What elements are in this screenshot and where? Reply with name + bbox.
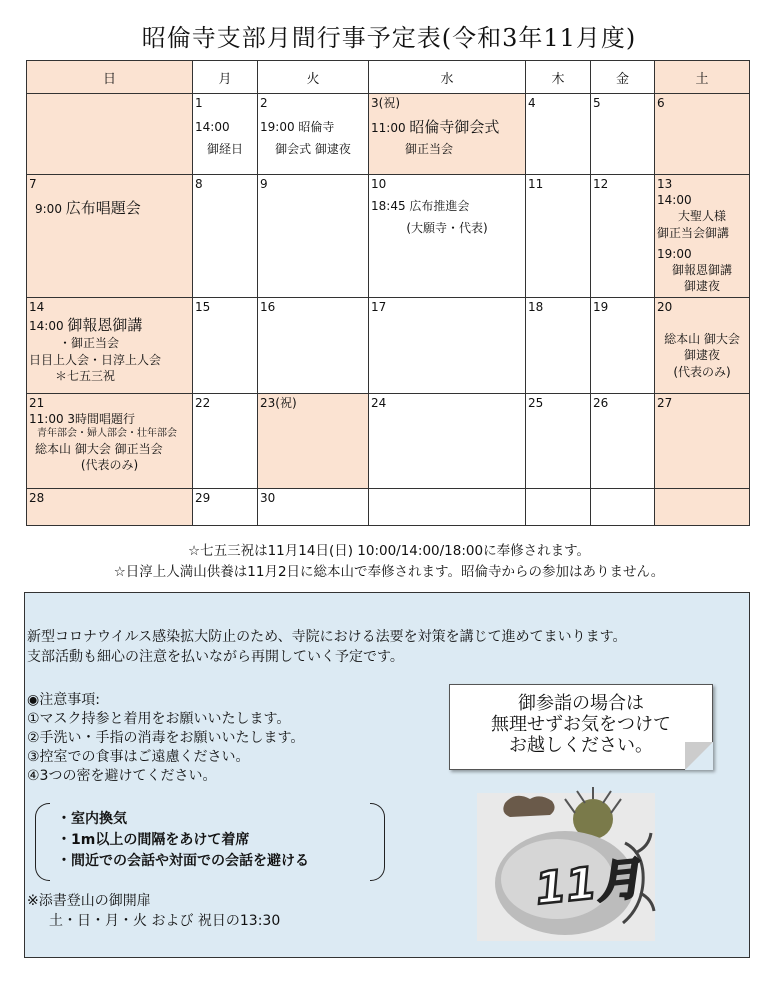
- caution-item: ③控室での食事はご遠慮ください。: [27, 749, 250, 765]
- day-cell-29: 29: [193, 489, 258, 526]
- left-paren: [35, 803, 50, 881]
- avoid-items-bracket: [35, 803, 385, 881]
- caution-item: ④3つの密を避けてください。: [27, 768, 217, 784]
- week-row: [27, 298, 750, 394]
- week-row: [27, 489, 750, 526]
- caution-list: [27, 691, 304, 786]
- day-cell-8: 8: [193, 175, 258, 298]
- calendar-table: [26, 60, 750, 526]
- day-cell-19: 19: [591, 298, 655, 394]
- weekday-sun: 日: [27, 61, 193, 94]
- caution-title: ◉注意事項:: [27, 692, 100, 708]
- boar-icon: [503, 796, 554, 817]
- weekday-sat: 土: [655, 61, 750, 94]
- day-cell-4: 4: [526, 94, 591, 175]
- day-cell-16: 16: [258, 298, 369, 394]
- note-nichijun: ☆日淳上人満山供養は11月2日に総本山で奉修されます。昭倫寺からの参加はありません。: [113, 564, 665, 580]
- week-row: [27, 394, 750, 489]
- event-notes: [0, 541, 778, 583]
- weekday-header-row: [27, 61, 750, 94]
- illustration-month-text: 11月: [532, 853, 643, 915]
- day-cell-13: 13 14:00 大聖人様 御正当会御講 19:00 御報恩御講 御逮夜: [655, 175, 750, 298]
- day-cell-2: 2 19:00 昭倫寺 御会式 御逮夜: [258, 94, 369, 175]
- day-cell-30: 30: [258, 489, 369, 526]
- caution-item: ②手洗い・手指の消毒をお願いいたします。: [27, 730, 305, 746]
- notice-box: [24, 592, 750, 958]
- day-cell-18: 18: [526, 298, 591, 394]
- day-cell-5: 5: [591, 94, 655, 175]
- visit-message-card: 御参詣の場合は 無理せずお気をつけて お越しください。: [449, 684, 713, 770]
- day-cell-20: 20 総本山 御大会 御逮夜 (代表のみ): [655, 298, 750, 394]
- november-illustration: [475, 783, 657, 943]
- day-cell-empty: [591, 489, 655, 526]
- day-cell-24: 24: [369, 394, 526, 489]
- page-curl-icon: [685, 742, 713, 770]
- day-cell-17: 17: [369, 298, 526, 394]
- day-cell-21: 21 11:00 3時間唱題行 青年部会・婦人部会・壮年部会 総本山 御大会 御正当会 (代表のみ): [27, 394, 193, 489]
- day-cell-26: 26: [591, 394, 655, 489]
- day-cell-empty: [526, 489, 591, 526]
- day-cell-9: 9: [258, 175, 369, 298]
- day-cell-15: 15: [193, 298, 258, 394]
- day-cell-empty: [27, 94, 193, 175]
- day-cell-27: 27: [655, 394, 750, 489]
- avoid-item: ・間近での会話や対面での会話を避ける: [57, 853, 309, 869]
- weekday-fri: 金: [591, 61, 655, 94]
- day-cell-12: 12: [591, 175, 655, 298]
- day-cell-empty: [655, 489, 750, 526]
- day-cell-empty: [369, 489, 526, 526]
- page-title: 昭倫寺支部月間行事予定表(令和3年11月度): [141, 24, 637, 52]
- day-cell-3: 3(祝) 11:00 昭倫寺御会式 御正当会: [369, 94, 526, 175]
- day-cell-10: 10 18:45 広布推進会 (大願寺・代表): [369, 175, 526, 298]
- weekday-thu: 木: [526, 61, 591, 94]
- day-cell-1: 1 14:00 御経日: [193, 94, 258, 175]
- caution-item: ①マスク持参と着用をお願いいたします。: [27, 711, 291, 727]
- note-shichigosan: ☆七五三祝は11月14日(日) 10:00/14:00/18:00に奉修されます。: [187, 543, 590, 559]
- day-cell-6: 6: [655, 94, 750, 175]
- right-paren: [370, 803, 385, 881]
- weekday-tue: 火: [258, 61, 369, 94]
- weekday-wed: 水: [369, 61, 526, 94]
- day-cell-14: 14 14:00 御報恩御講 ・御正当会 日目上人会・日淳上人会 ＊七五三祝: [27, 298, 193, 394]
- day-cell-23: 23(祝): [258, 394, 369, 489]
- weekday-mon: 月: [193, 61, 258, 94]
- day-cell-28: 28: [27, 489, 193, 526]
- week-row: [27, 175, 750, 298]
- day-cell-11: 11: [526, 175, 591, 298]
- notice-intro: 新型コロナウイルス感染拡大防止のため、寺院における法要を対策を講じて進めてまいります。 支部活動も細心の注意を払いながら再開していく予定です。: [27, 629, 627, 665]
- avoid-item: ・室内換気: [57, 811, 127, 827]
- gokaihi-note: ※添書登山の御開扉 土・日・月・火 および 祝日の13:30: [27, 893, 281, 929]
- week-row: [27, 94, 750, 175]
- day-cell-22: 22: [193, 394, 258, 489]
- day-cell-25: 25: [526, 394, 591, 489]
- day-cell-7: 7 9:00 広布唱題会: [27, 175, 193, 298]
- avoid-item: ・1m以上の間隔をあけて着席: [57, 832, 250, 848]
